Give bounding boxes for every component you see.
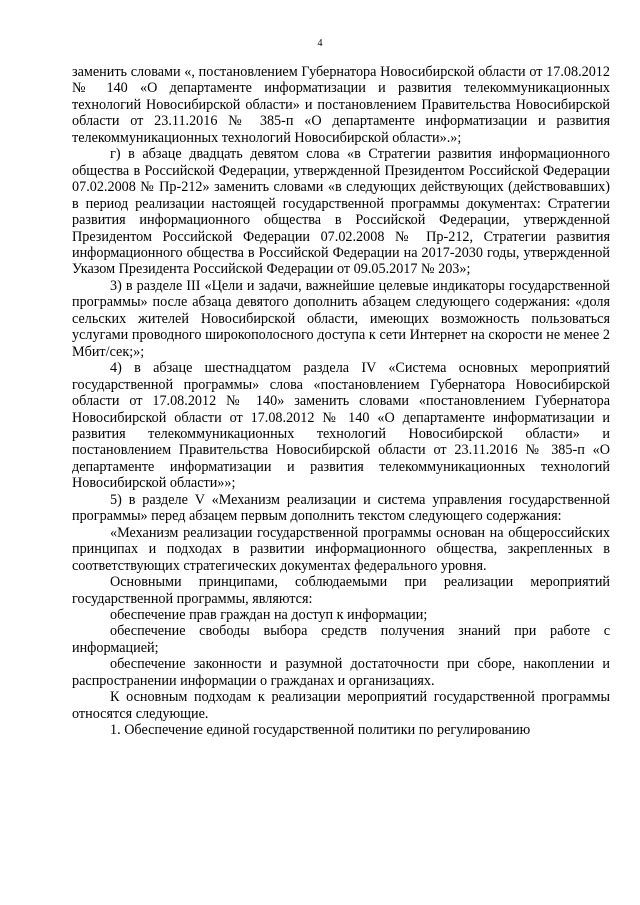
paragraph-item-g: г) в абзаце двадцать девятом слова «в Стратегии развития информационного общества в Российской Федерации, утвержденной Президентом Российской Федерации 07.02.2008 № Пр-212» заменить словами «в следующих действующих (действовавших) в период реализации настоящей государственной программы документах: Стратегии развития информационного общества в Российской Федерации, утвержденной Президентом Российской Федерации 07.02.2008 № Пр-212, Стратегии развития информационного общества в Российской Федерации на 2017-2030 годы, утвержденной Указом Президента Российской Федерации от 09.05.2017 № 203»; xyxy=(72,146,610,278)
paragraph-principle-3: обеспечение законности и разумной достаточности при сборе, накоплении и распространении информации о гражданах и организациях. xyxy=(72,656,610,689)
paragraph-item-3: 3) в разделе III «Цели и задачи, важнейшие целевые индикаторы государственной программы» после абзаца девятого дополнить абзацем следующего содержания: «доля сельских жителей Новосибирской области, имеющих возможность пользоваться услугами проводного широкополосного доступа к сети Интернет на скорости не менее 2 Мбит/сек;»; xyxy=(72,277,610,360)
paragraph-mechanism: «Механизм реализации государственной программы основан на общероссийских принципах и подходах в развитии информационного общества, закрепленных в соответствующих стратегических документах федерального уровня. xyxy=(72,524,610,574)
paragraph-principles: Основными принципами, соблюдаемыми при реализации мероприятий государственной программы, являются: xyxy=(72,574,610,607)
paragraph-approach-1: 1. Обеспечение единой государственной политики по регулированию xyxy=(110,722,531,739)
paragraph-principle-1: обеспечение прав граждан на доступ к информации; xyxy=(110,606,428,623)
paragraph-continuation: заменить словами «, постановлением Губернатора Новосибирской области от 17.08.2012 № 140 «О департаменте информатизации и развития телекоммуникационных технологий Новосибирской области» и постановлением Правительства Новосибирской области от 23.11.2016 № 385-п «О департаменте информатизации и развития телекоммуникационных технологий Новосибирской области».»; xyxy=(72,64,610,146)
document-body xyxy=(72,64,610,739)
paragraph-principle-2: обеспечение свободы выбора средств получения знаний при работе с информацией; xyxy=(72,623,610,656)
paragraph-item-5: 5) в разделе V «Механизм реализации и система управления государственной программы» перед абзацем первым дополнить текстом следующего содержания: xyxy=(72,491,610,525)
paragraph-item-4: 4) в абзаце шестнадцатом раздела IV «Система основных мероприятий государственной программы» слова «постановлением Губернатора Новосибирской области от 17.08.2012 № 140» заменить словами «постановлением Губернатора Новосибирской области от 17.08.2012 № 140 «О департаменте информатизации и развития телекоммуникационных технологий Новосибирской области» и постановлением Правительства Новосибирской области от 23.11.2016 № 385-п «О департаменте информатизации и развития телекоммуникационных технологий Новосибирской области»»; xyxy=(72,360,610,492)
paragraph-approaches: К основным подходам к реализации мероприятий государственной программы относятся следующие. xyxy=(72,689,610,722)
page-number: 4 xyxy=(317,38,323,49)
